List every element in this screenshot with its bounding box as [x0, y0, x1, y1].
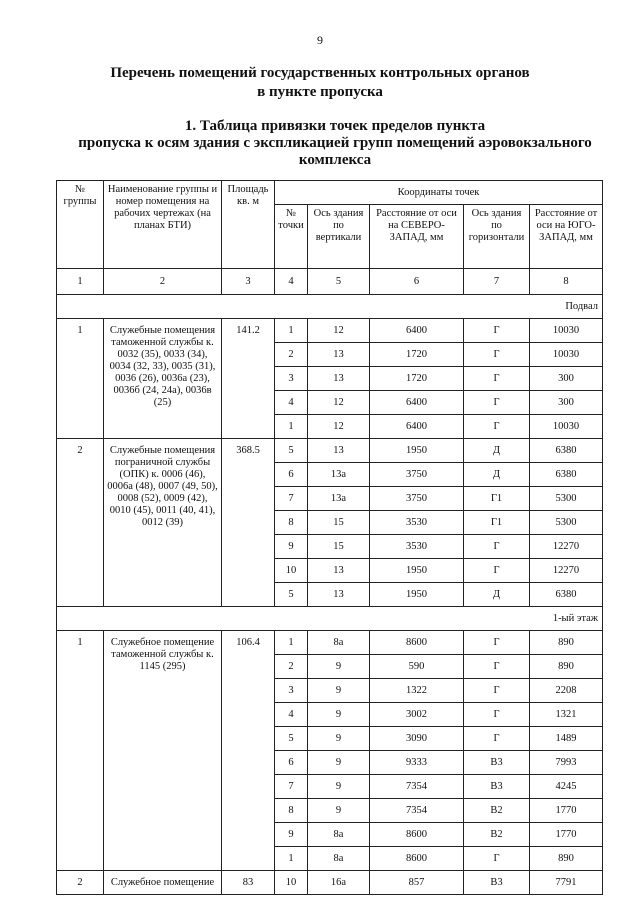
- point-number: 1: [275, 415, 308, 439]
- horizontal-axis: Г: [464, 631, 530, 655]
- horizontal-axis: В2: [464, 799, 530, 823]
- column-number: 2: [104, 269, 222, 295]
- header-vertical-axis: Ось здания по вертикали: [308, 205, 370, 269]
- table-title-line: 1. Таблица привязки точек пределов пункта: [184, 118, 486, 134]
- header-name: Наименование группы и номер помещения на рабочих чертежах (на планах БТИ): [104, 181, 222, 269]
- southwest-distance: 7791: [530, 871, 603, 895]
- vertical-axis: 13: [308, 343, 370, 367]
- document-title-line: Перечень помещений государственных контрольных органов: [110, 65, 530, 81]
- group-name: Служебное помещение: [104, 871, 222, 895]
- vertical-axis: 16а: [308, 871, 370, 895]
- column-number: 3: [222, 269, 275, 295]
- horizontal-axis: Г: [464, 559, 530, 583]
- horizontal-axis: В2: [464, 823, 530, 847]
- point-number: 10: [275, 559, 308, 583]
- group-area: 83: [222, 871, 275, 895]
- document-title-line: в пункте пропуска: [257, 84, 383, 100]
- horizontal-axis: Г: [464, 535, 530, 559]
- vertical-axis: 9: [308, 679, 370, 703]
- horizontal-axis: Г: [464, 343, 530, 367]
- horizontal-axis: Г: [464, 727, 530, 751]
- header-coords: Координаты точек: [275, 181, 603, 205]
- southwest-distance: 890: [530, 631, 603, 655]
- document-title: [0, 64, 640, 102]
- horizontal-axis: Г: [464, 391, 530, 415]
- horizontal-axis: В3: [464, 751, 530, 775]
- vertical-axis: 9: [308, 727, 370, 751]
- column-numbers-row: [57, 269, 603, 295]
- southwest-distance: 10030: [530, 343, 603, 367]
- group-area: 106.4: [222, 631, 275, 871]
- header-point: № точки: [275, 205, 308, 269]
- point-number: 6: [275, 463, 308, 487]
- vertical-axis: 9: [308, 799, 370, 823]
- point-number: 5: [275, 583, 308, 607]
- southwest-distance: 4245: [530, 775, 603, 799]
- vertical-axis: 9: [308, 655, 370, 679]
- page-number: 9: [317, 33, 323, 47]
- vertical-axis: 15: [308, 511, 370, 535]
- horizontal-axis: Г: [464, 703, 530, 727]
- point-number: 9: [275, 535, 308, 559]
- header-northwest-distance: Расстояние от оси на СЕВЕРО-ЗАПАД, мм: [370, 205, 464, 269]
- group-number: 2: [57, 439, 104, 607]
- northwest-distance: 6400: [370, 415, 464, 439]
- horizontal-axis: Г: [464, 415, 530, 439]
- column-number: 5: [308, 269, 370, 295]
- point-number: 7: [275, 775, 308, 799]
- northwest-distance: 8600: [370, 823, 464, 847]
- points-table-body: [57, 269, 603, 895]
- northwest-distance: 6400: [370, 319, 464, 343]
- southwest-distance: 890: [530, 847, 603, 871]
- point-number: 9: [275, 823, 308, 847]
- northwest-distance: 8600: [370, 847, 464, 871]
- northwest-distance: 9333: [370, 751, 464, 775]
- column-number: 7: [464, 269, 530, 295]
- group-number: 1: [57, 319, 104, 439]
- header-area: Площадь кв. м: [222, 181, 275, 269]
- point-number: 6: [275, 751, 308, 775]
- point-number: 7: [275, 487, 308, 511]
- vertical-axis: 13: [308, 583, 370, 607]
- point-number: 1: [275, 631, 308, 655]
- northwest-distance: 7354: [370, 799, 464, 823]
- horizontal-axis: В3: [464, 871, 530, 895]
- section-label: Подвал: [57, 295, 603, 319]
- southwest-distance: 2208: [530, 679, 603, 703]
- horizontal-axis: Г: [464, 367, 530, 391]
- northwest-distance: 3750: [370, 487, 464, 511]
- table-row: [57, 631, 603, 655]
- point-number: 8: [275, 511, 308, 535]
- table-row: [57, 439, 603, 463]
- group-area: 141.2: [222, 319, 275, 439]
- southwest-distance: 6380: [530, 439, 603, 463]
- column-number: 6: [370, 269, 464, 295]
- header-group: № группы: [57, 181, 104, 269]
- table-row: [57, 871, 603, 895]
- horizontal-axis: Д: [464, 439, 530, 463]
- points-table: [56, 180, 603, 895]
- vertical-axis: 8а: [308, 847, 370, 871]
- vertical-axis: 8а: [308, 631, 370, 655]
- horizontal-axis: Г: [464, 319, 530, 343]
- vertical-axis: 9: [308, 703, 370, 727]
- southwest-distance: 6380: [530, 583, 603, 607]
- northwest-distance: 7354: [370, 775, 464, 799]
- point-number: 1: [275, 319, 308, 343]
- southwest-distance: 1770: [530, 823, 603, 847]
- group-name: Служебные помещения пограничной службы (ОПК) к. 0006 (46), 0006а (48), 0007 (49, 50), 0008 (52), 0009 (42), 0010 (45), 0011 (40, 41), 0012 (39): [104, 439, 222, 607]
- points-table-wrap: [56, 180, 603, 895]
- northwest-distance: 3002: [370, 703, 464, 727]
- vertical-axis: 13а: [308, 487, 370, 511]
- group-name: Служебное помещение таможенной службы к. 1145 (295): [104, 631, 222, 871]
- section-row: [57, 295, 603, 319]
- section-label: 1-ый этаж: [57, 607, 603, 631]
- column-number: 8: [530, 269, 603, 295]
- northwest-distance: 6400: [370, 391, 464, 415]
- column-number: 4: [275, 269, 308, 295]
- vertical-axis: 12: [308, 319, 370, 343]
- point-number: 1: [275, 847, 308, 871]
- southwest-distance: 7993: [530, 751, 603, 775]
- point-number: 3: [275, 679, 308, 703]
- southwest-distance: 300: [530, 367, 603, 391]
- vertical-axis: 9: [308, 751, 370, 775]
- horizontal-axis: Г: [464, 655, 530, 679]
- point-number: 5: [275, 727, 308, 751]
- southwest-distance: 6380: [530, 463, 603, 487]
- table-title-line: пропуска к осям здания с экспликацией групп помещений аэровокзального: [78, 135, 592, 151]
- point-number: 5: [275, 439, 308, 463]
- southwest-distance: 10030: [530, 415, 603, 439]
- section-row: [57, 607, 603, 631]
- table-title-line: комплекса: [298, 152, 372, 168]
- northwest-distance: 857: [370, 871, 464, 895]
- point-number: 4: [275, 703, 308, 727]
- column-number: 1: [57, 269, 104, 295]
- southwest-distance: 1489: [530, 727, 603, 751]
- group-number: 2: [57, 871, 104, 895]
- southwest-distance: 5300: [530, 511, 603, 535]
- horizontal-axis: Г: [464, 679, 530, 703]
- header-horizontal-axis: Ось здания по горизонтали: [464, 205, 530, 269]
- northwest-distance: 1950: [370, 559, 464, 583]
- point-number: 8: [275, 799, 308, 823]
- southwest-distance: 1321: [530, 703, 603, 727]
- vertical-axis: 13: [308, 439, 370, 463]
- group-name: Служебные помещения таможенной службы к. 0032 (35), 0033 (34), 0034 (32, 33), 0035 (31), 0036 (26), 0036а (23), 0036б (24, 24а), 0036в (25): [104, 319, 222, 439]
- point-number: 3: [275, 367, 308, 391]
- horizontal-axis: Г1: [464, 487, 530, 511]
- point-number: 2: [275, 655, 308, 679]
- group-area: 368.5: [222, 439, 275, 607]
- table-row: [57, 319, 603, 343]
- northwest-distance: 3530: [370, 511, 464, 535]
- southwest-distance: 12270: [530, 559, 603, 583]
- northwest-distance: 3750: [370, 463, 464, 487]
- vertical-axis: 9: [308, 775, 370, 799]
- southwest-distance: 12270: [530, 535, 603, 559]
- horizontal-axis: Д: [464, 463, 530, 487]
- horizontal-axis: Г: [464, 847, 530, 871]
- southwest-distance: 1770: [530, 799, 603, 823]
- point-number: 4: [275, 391, 308, 415]
- vertical-axis: 13: [308, 367, 370, 391]
- northwest-distance: 1720: [370, 343, 464, 367]
- northwest-distance: 1950: [370, 439, 464, 463]
- group-number: 1: [57, 631, 104, 871]
- northwest-distance: 1322: [370, 679, 464, 703]
- southwest-distance: 890: [530, 655, 603, 679]
- table-title: [40, 118, 630, 169]
- northwest-distance: 590: [370, 655, 464, 679]
- northwest-distance: 8600: [370, 631, 464, 655]
- point-number: 10: [275, 871, 308, 895]
- vertical-axis: 15: [308, 535, 370, 559]
- horizontal-axis: Д: [464, 583, 530, 607]
- vertical-axis: 13: [308, 559, 370, 583]
- header-southwest-distance: Расстояние от оси на ЮГО-ЗАПАД, мм: [530, 205, 603, 269]
- vertical-axis: 13а: [308, 463, 370, 487]
- point-number: 2: [275, 343, 308, 367]
- southwest-distance: 300: [530, 391, 603, 415]
- horizontal-axis: В3: [464, 775, 530, 799]
- southwest-distance: 5300: [530, 487, 603, 511]
- southwest-distance: 10030: [530, 319, 603, 343]
- northwest-distance: 3530: [370, 535, 464, 559]
- northwest-distance: 1720: [370, 367, 464, 391]
- northwest-distance: 1950: [370, 583, 464, 607]
- vertical-axis: 12: [308, 391, 370, 415]
- northwest-distance: 3090: [370, 727, 464, 751]
- vertical-axis: 8а: [308, 823, 370, 847]
- vertical-axis: 12: [308, 415, 370, 439]
- horizontal-axis: Г1: [464, 511, 530, 535]
